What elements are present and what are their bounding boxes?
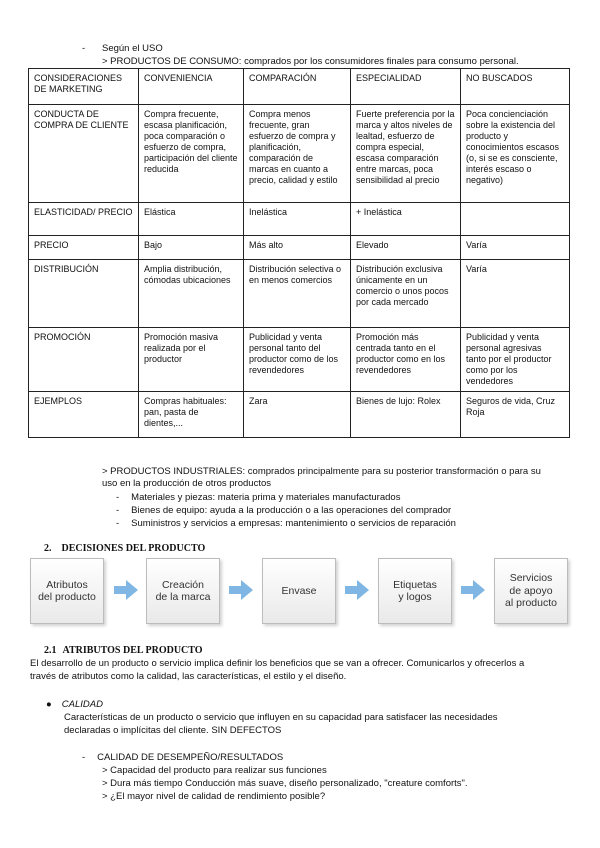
row-label: EJEMPLOS bbox=[29, 392, 139, 438]
table-cell: Varía bbox=[461, 260, 570, 328]
flow-step-line: de apoyo bbox=[509, 584, 553, 597]
table-cell: Bajo bbox=[139, 236, 244, 260]
table-row bbox=[29, 392, 570, 438]
header-cell: CONVENIENCIA bbox=[139, 69, 244, 105]
table-cell: Distribución selectiva o en menos comercios bbox=[244, 260, 351, 328]
flow-step-line: de la marca bbox=[155, 591, 211, 603]
bullet-item bbox=[46, 699, 103, 711]
header-cell: ESPECIALIDAD bbox=[351, 69, 461, 105]
paragraph-line-2: través de atributos como la calidad, las características, el estilo y el diseño. bbox=[30, 671, 347, 682]
industrial-line-2: uso en la producción de otros productos bbox=[102, 478, 271, 489]
arrow-right-icon bbox=[345, 580, 369, 600]
section-heading bbox=[44, 543, 205, 556]
table-cell bbox=[461, 203, 570, 236]
flow-step-line: del producto bbox=[38, 591, 96, 603]
arrow-right-icon bbox=[229, 580, 253, 600]
header-cell: NO BUSCADOS bbox=[461, 69, 570, 105]
row-label: PRECIO bbox=[29, 236, 139, 260]
section-title: DECISIONES DEL PRODUCTO bbox=[61, 543, 206, 554]
dash-marker: - bbox=[116, 505, 120, 516]
table-cell: Inelástica bbox=[244, 203, 351, 236]
table-cell: Poca concienciación sobre la existencia del producto y conocimientos escasos (o, si se es consciente, interés escaso o negativo) bbox=[461, 105, 570, 203]
flow-step-etiquetas bbox=[378, 558, 452, 624]
paragraph-line-1: El desarrollo de un producto o servicio implica definir los beneficios que se van a ofrecer. Comunicarlos y ofrecerlos a bbox=[30, 658, 525, 669]
product-decisions-flow bbox=[30, 558, 570, 624]
desempeno-heading bbox=[82, 752, 283, 764]
flow-step-atributos bbox=[30, 558, 104, 624]
list-item: > Dura más tiempo Conducción más suave, diseño personalizado, "creature comforts". bbox=[102, 778, 468, 789]
table-cell: Bienes de lujo: Rolex bbox=[351, 392, 461, 438]
desempeno-heading-text: CALIDAD DE DESEMPEÑO/RESULTADOS bbox=[97, 752, 284, 763]
table-cell: Promoción masiva realizada por el productor bbox=[139, 328, 244, 392]
industrial-line-1: > PRODUCTOS INDUSTRIALES: comprados principalmente para su posterior transformación o para su bbox=[102, 466, 541, 477]
table-cell: Compra frecuente, escasa planificación, poca comparación o esfuerzo de compra, participación del cliente reducida bbox=[139, 105, 244, 203]
flow-step-servicios bbox=[494, 558, 568, 624]
dash-marker: - bbox=[82, 43, 86, 54]
row-label: ELASTICIDAD/ PRECIO bbox=[29, 203, 139, 236]
table-row bbox=[29, 328, 570, 392]
product-classification-table bbox=[28, 68, 570, 438]
list-item-text: Materiales y piezas: materia prima y materiales manufacturados bbox=[131, 492, 401, 503]
table-cell: + Inelástica bbox=[351, 203, 461, 236]
dash-marker: - bbox=[116, 492, 120, 503]
flow-step-marca bbox=[146, 558, 220, 624]
calidad-heading: CALIDAD bbox=[61, 699, 103, 710]
list-item bbox=[116, 518, 456, 530]
section-number: 2.1 bbox=[44, 645, 57, 656]
table-row bbox=[29, 260, 570, 328]
list-item-text: Suministros y servicios a empresas: mantenimiento o servicios de reparación bbox=[131, 518, 456, 529]
table-cell: Distribución exclusiva únicamente en un comercio o unos pocos por cada mercado bbox=[351, 260, 461, 328]
table-cell: Fuerte preferencia por la marca y altos niveles de lealtad, esfuerzo de compra especial, escasa comparación entre marcas, poca sensibilidad al precio bbox=[351, 105, 461, 203]
calidad-line-2: declaradas o implícitas del cliente. SIN DEFECTOS bbox=[64, 725, 282, 736]
uso-text: Según el USO bbox=[102, 43, 163, 54]
consumo-line: > PRODUCTOS DE CONSUMO: comprados por los consumidores finales para consumo personal. bbox=[102, 56, 519, 67]
flow-step-line: Etiquetas bbox=[393, 578, 437, 591]
section-heading bbox=[44, 645, 203, 658]
flow-step-line: al producto bbox=[505, 597, 557, 610]
table-header-row bbox=[29, 69, 570, 105]
list-item-text: Bienes de equipo: ayuda a la producción o a las operaciones del comprador bbox=[131, 505, 452, 516]
section-title: ATRIBUTOS DEL PRODUCTO bbox=[62, 645, 203, 656]
table-cell: Amplia distribución, cómodas ubicaciones bbox=[139, 260, 244, 328]
dash-marker: - bbox=[116, 518, 120, 529]
flow-step-line: Envase bbox=[281, 584, 317, 597]
table-cell: Elástica bbox=[139, 203, 244, 236]
arrow-right-icon bbox=[114, 580, 138, 600]
dash-marker: - bbox=[82, 752, 86, 763]
header-cell: CONSIDERACIONES DE MARKETING bbox=[29, 69, 139, 105]
table-cell: Publicidad y venta personal tanto del productor como de los revendedores bbox=[244, 328, 351, 392]
table-cell: Zara bbox=[244, 392, 351, 438]
table-cell: Más alto bbox=[244, 236, 351, 260]
table-row bbox=[29, 236, 570, 260]
table-row bbox=[29, 203, 570, 236]
row-label: DISTRIBUCIÓN bbox=[29, 260, 139, 328]
arrow-right-icon bbox=[461, 580, 485, 600]
header-cell: COMPARACIÓN bbox=[244, 69, 351, 105]
row-label: CONDUCTA DE COMPRA DE CLIENTE bbox=[29, 105, 139, 203]
table-cell: Varía bbox=[461, 236, 570, 260]
list-item: > Capacidad del producto para realizar sus funciones bbox=[102, 765, 327, 776]
flow-step-envase bbox=[262, 558, 336, 624]
table-cell: Seguros de vida, Cruz Roja bbox=[461, 392, 570, 438]
calidad-line-1: Características de un producto o servicio que influyen en su capacidad para satisfacer las necesidades bbox=[64, 712, 498, 723]
flow-step-line: Atributos bbox=[46, 578, 88, 591]
table-cell: Compras habituales: pan, pasta de dientes,... bbox=[139, 392, 244, 438]
flow-step-line: y logos bbox=[398, 591, 432, 603]
list-item: > ¿El mayor nivel de calidad de rendimiento posible? bbox=[102, 791, 326, 802]
list-item bbox=[116, 505, 451, 517]
table-row bbox=[29, 105, 570, 203]
flow-step-line: Servicios bbox=[509, 572, 553, 585]
row-label: PROMOCIÓN bbox=[29, 328, 139, 392]
table-cell: Compra menos frecuente, gran esfuerzo de compra y planificación, comparación de marcas en cuanto a precio, calidad y estilo bbox=[244, 105, 351, 203]
table-cell: Publicidad y venta personal agresivas tanto por el productor como por los vendedores bbox=[461, 328, 570, 392]
section-number: 2. bbox=[44, 543, 52, 554]
list-item bbox=[116, 492, 400, 504]
table-cell: Elevado bbox=[351, 236, 461, 260]
bullet-icon: ● bbox=[46, 699, 52, 710]
table-cell: Promoción más centrada tanto en el productor como en los revendedores bbox=[351, 328, 461, 392]
flow-step-line: Creación bbox=[161, 578, 204, 591]
uso-bullet bbox=[82, 43, 163, 55]
